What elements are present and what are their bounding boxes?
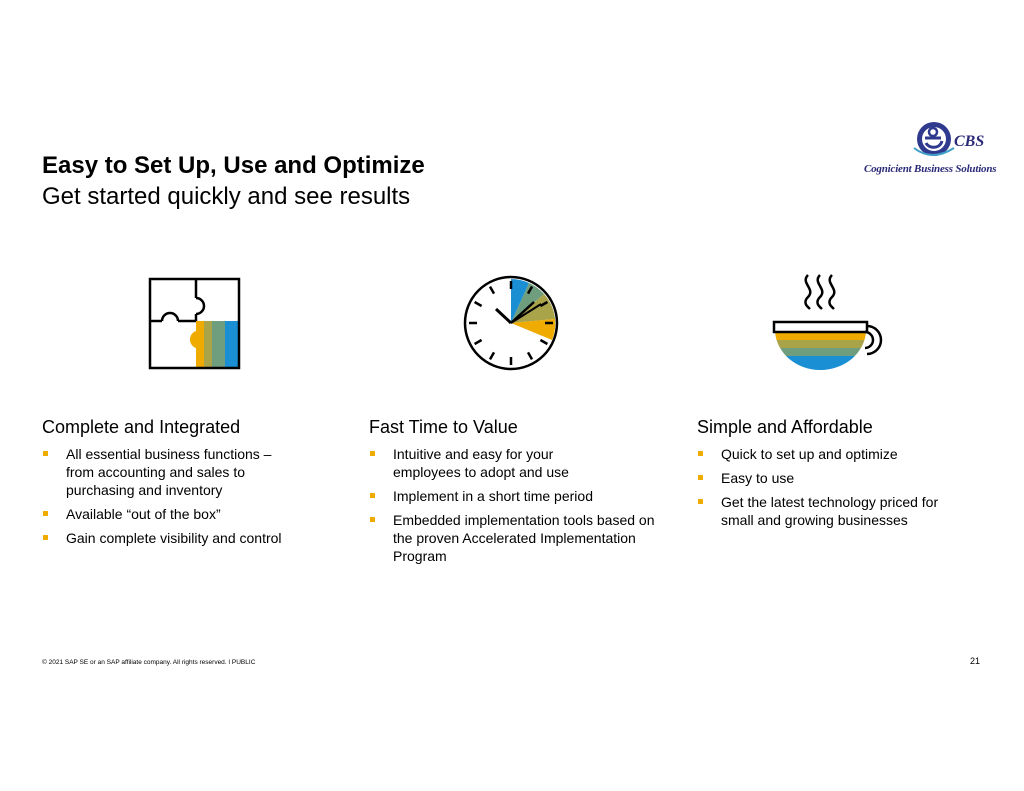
column-title: Complete and Integrated (42, 417, 241, 437)
list-item: Easy to use (697, 469, 997, 487)
column-complete-integrated (42, 415, 342, 553)
list-item: All essential business functions – from accounting and sales to purchasing and inventory (42, 445, 302, 499)
column-fast-time-to-value (369, 415, 669, 571)
list-item: Embedded implementation tools based on the proven Accelerated Implementation Program (369, 511, 655, 565)
page-number: 21 (970, 656, 981, 666)
bullet-list (42, 445, 342, 547)
logo-abbreviation: CBS (954, 133, 985, 150)
coffee-cup-icon (770, 270, 890, 374)
list-item: Intuitive and easy for your employees to adopt and use (369, 445, 573, 481)
list-item: Get the latest technology priced for small and growing businesses (697, 493, 961, 529)
list-item: Gain complete visibility and control (42, 529, 342, 547)
column-title: Fast Time to Value (369, 417, 518, 437)
bullet-list (697, 445, 997, 529)
slide-title: Easy to Set Up, Use and Optimize (42, 152, 425, 179)
logo-company-name: Cognicient Business Solutions (864, 163, 997, 175)
list-item: Quick to set up and optimize (697, 445, 997, 463)
list-item: Implement in a short time period (369, 487, 669, 505)
slide-subtitle: Get started quickly and see results (42, 183, 411, 210)
footer-copyright: © 2021 SAP SE or an SAP affiliate company. All rights reserved. ǀ PUBLIC (42, 659, 256, 666)
column-simple-affordable (697, 415, 997, 535)
list-item: Available “out of the box” (42, 505, 342, 523)
clock-icon (460, 272, 564, 376)
column-title: Simple and Affordable (697, 417, 873, 437)
puzzle-icon (146, 276, 242, 372)
company-logo (862, 118, 1022, 180)
bullet-list (369, 445, 669, 565)
